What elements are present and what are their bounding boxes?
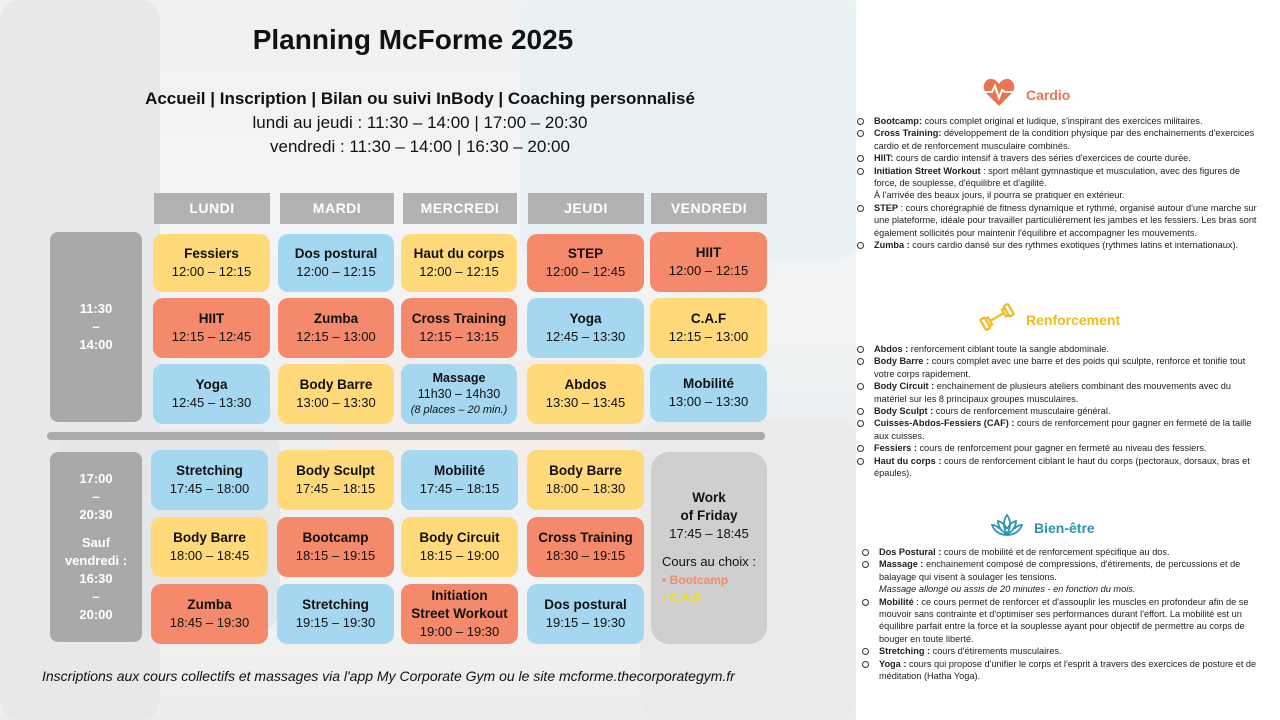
class-card-mercredi-cross-training[interactable]	[401, 298, 517, 358]
class-card-mercredi-mobilite[interactable]	[401, 450, 518, 510]
class-name: Cross Training	[538, 530, 633, 545]
class-name: Dos postural	[294, 246, 378, 261]
class-note: (8 places – 20 min.)	[410, 404, 508, 416]
class-name: STEP	[567, 246, 604, 261]
class-name: Abdos	[564, 377, 607, 392]
class-name: Stretching	[302, 597, 369, 612]
definition: À l'arrivée des beaux jours, il pourra se pratiquer en extérieur.	[874, 190, 1125, 201]
term: Haut du corps :	[874, 455, 942, 466]
slot-midday	[50, 232, 142, 422]
term: Bootcamp:	[874, 116, 922, 126]
class-card-lundi-body-barre[interactable]	[151, 517, 268, 577]
list-item	[856, 455, 1260, 480]
definition: développement de la condition physique par des enchainements d'exercices cardio et de renforcement musculaire combinés.	[874, 128, 1255, 151]
class-card-mardi-body-barre[interactable]	[278, 364, 394, 424]
class-time: 12:00 – 12:15	[419, 264, 499, 279]
day-header-mercredi: MERCREDI	[403, 193, 517, 224]
term: Body Barre :	[874, 356, 930, 367]
list-item	[856, 202, 1260, 239]
definition: renforcement ciblant toute la sangle abdominale.	[908, 344, 1109, 354]
term: Fessiers :	[874, 443, 917, 454]
class-name: Haut du corps	[413, 246, 505, 261]
definition: : ce cours permet de renforcer et d'assouplir les muscles en profondeur afin de se mouvoir sans contrainte et d'optimiser ses performances durant l'effort. La mobilité est un équilibre parfait entre la force et la souplesse ayant pour objectif de permettre au corps de bouger en toute liberté.	[879, 596, 1249, 644]
class-time: 12:00 – 12:45	[545, 264, 626, 279]
slot-dash: –	[92, 589, 100, 604]
class-time: 12:15 – 13:15	[419, 329, 499, 344]
class-card-mardi-body-sculpt[interactable]	[277, 450, 394, 510]
list-item	[856, 417, 1260, 442]
class-name: Initiation	[431, 588, 488, 603]
bien-etre-list	[861, 546, 1260, 682]
definition: enchainement de plusieurs ateliers combinant des mouvements avec du matériel sur les 8 principaux groupes musculaires.	[874, 381, 1231, 404]
class-name: Body Circuit	[419, 530, 500, 545]
section-title-cardio: Cardio	[1026, 86, 1071, 103]
class-card-lundi-hiit[interactable]	[153, 298, 270, 358]
class-time: 17:45 – 18:45	[669, 526, 749, 541]
choice-block	[662, 553, 756, 607]
class-name: Mobilité	[683, 376, 734, 391]
definition: cours de cardio intensif à travers des séries d'exercices de courte durée.	[893, 153, 1191, 164]
section-header-cardio	[982, 76, 1070, 113]
list-item	[861, 558, 1260, 595]
section-title-bien-etre: Bien-être	[1034, 519, 1095, 536]
class-name: Street Workout	[411, 606, 508, 621]
definition: cours de mobilité et de renforcement spécifique au dos.	[941, 547, 1170, 557]
class-card-mardi-bootcamp[interactable]	[277, 517, 394, 577]
class-time: 19:15 – 19:30	[295, 615, 376, 630]
class-name: Body Sculpt	[296, 463, 375, 478]
term: Massage :	[879, 559, 924, 570]
hours-friday: vendredi : 11:30 – 14:00 | 16:30 – 20:00	[270, 137, 570, 156]
list-item	[861, 645, 1260, 657]
services-subtitle: Accueil | Inscription | Bilan ou suivi InBody | Coaching personnalisé	[145, 89, 695, 108]
slot-time: 20:00	[79, 607, 113, 622]
class-card-jeudi-body-barre[interactable]	[527, 450, 644, 510]
class-time: 17:45 – 18:00	[169, 481, 250, 496]
class-card-vendredi-work-of-friday[interactable]	[651, 452, 767, 644]
class-time: 12:00 – 12:15	[171, 264, 252, 279]
list-item	[856, 442, 1260, 454]
class-time: 17:45 – 18:15	[419, 481, 500, 496]
definition: cours d'étirements musculaires.	[930, 646, 1062, 657]
slot-time: 11:30	[79, 301, 113, 316]
class-time: 18:00 – 18:30	[545, 481, 626, 496]
slot-dash: –	[92, 489, 100, 504]
class-time: 18:15 – 19:00	[419, 548, 500, 563]
day-header-vendredi: VENDREDI	[651, 193, 767, 224]
class-name: Yoga	[195, 377, 228, 392]
class-card-mardi-zumba[interactable]	[278, 298, 394, 358]
class-time: 12:15 – 13:00	[296, 329, 376, 344]
dumbbell-icon	[978, 302, 1016, 337]
class-name: Massage	[432, 371, 486, 385]
class-time: 19:00 – 19:30	[419, 624, 500, 639]
class-card-jeudi-dos-postural[interactable]	[527, 584, 644, 644]
section-header-renforcement	[978, 302, 1120, 337]
term: Body Sculpt :	[874, 406, 934, 417]
term: Zumba :	[874, 240, 910, 251]
definition: cours de renforcement pour gagner en fermeté au niveau des fessiers.	[916, 443, 1207, 454]
class-time: 17:45 – 18:15	[295, 481, 376, 496]
slot-time: 17:00	[79, 471, 113, 486]
class-card-mercredi-body-circuit[interactable]	[401, 517, 518, 577]
definition: enchainement composé de compressions, d'étirements, de percussions et de balayage qui visent à soulager les tensions.	[879, 559, 1241, 582]
day-header-lundi: LUNDI	[154, 193, 270, 224]
class-card-mardi-stretching[interactable]	[277, 584, 394, 644]
slot-note: Sauf	[81, 535, 111, 550]
list-item	[856, 343, 1260, 355]
term: STEP	[874, 202, 898, 213]
section-header-bien-etre	[990, 512, 1095, 543]
list-item	[856, 239, 1260, 251]
term: Dos Postural :	[879, 547, 942, 557]
definition: cours de renforcement musculaire général.	[933, 406, 1111, 417]
class-name: Body Barre	[173, 530, 246, 545]
class-card-vendredi-caf[interactable]	[650, 298, 767, 358]
definition: cours complet avec une barre et des poids qui sculpte, renforce et tonifie tout votre corps rapidement.	[874, 356, 1246, 379]
class-time: 11h30 – 14h30	[417, 387, 501, 401]
choice-caf: • C.A.F	[662, 591, 701, 605]
class-time: 12:45 – 13:30	[171, 395, 252, 410]
renforcement-list	[856, 343, 1260, 479]
class-card-vendredi-hiit[interactable]	[650, 232, 767, 292]
class-card-mercredi-street-workout[interactable]	[401, 584, 518, 644]
list-item	[856, 115, 1260, 127]
class-name: Body Barre	[299, 377, 373, 392]
class-card-jeudi-step[interactable]	[527, 234, 644, 292]
term: Stretching :	[879, 646, 931, 657]
list-item	[856, 165, 1260, 190]
class-time: 19:15 – 19:30	[545, 615, 626, 630]
class-time: 12:00 – 12:15	[668, 263, 749, 278]
term: Cross Training:	[874, 128, 942, 139]
class-time: 18:45 – 19:30	[169, 615, 250, 630]
class-card-lundi-stretching[interactable]	[151, 450, 268, 510]
footer-note: Inscriptions aux cours collectifs et massages via l'app My Corporate Gym ou le site mcforme.thecorporategym.fr	[42, 668, 735, 684]
definition: cours qui propose d'unifier le corps et l'esprit à travers des exercices de posture et de méditation (Hatha Yoga).	[879, 658, 1257, 682]
heart-pulse-icon	[982, 76, 1016, 113]
slot-time: 20:30	[79, 507, 113, 522]
list-item	[856, 127, 1260, 152]
class-name: Fessiers	[184, 246, 239, 261]
class-name: Zumba	[187, 597, 232, 612]
class-time: 13:00 – 13:30	[296, 395, 376, 410]
class-name: Work	[692, 490, 726, 505]
class-time: 12:45 – 13:30	[545, 329, 626, 344]
hours-weekdays: lundi au jeudi : 11:30 – 14:00 | 17:00 – 20:30	[252, 113, 588, 132]
term: Abdos :	[874, 344, 909, 354]
class-card-lundi-zumba[interactable]	[151, 584, 268, 644]
list-item	[861, 546, 1260, 558]
class-card-mardi-dos-postural[interactable]	[278, 234, 394, 292]
choice-label: Cours au choix :	[662, 554, 756, 569]
class-card-lundi-yoga[interactable]	[153, 364, 270, 424]
slot-evening	[50, 452, 142, 642]
class-name: Zumba	[313, 311, 359, 326]
class-time: 18:00 – 18:45	[169, 548, 250, 563]
class-card-lundi-fessiers[interactable]	[153, 234, 270, 292]
class-name: Yoga	[569, 311, 602, 326]
slot-time: 16:30	[79, 571, 113, 586]
term: Initiation Street Workout	[874, 165, 981, 176]
class-name: Body Barre	[549, 463, 622, 478]
cardio-list	[856, 115, 1260, 251]
slot-time: 14:00	[79, 337, 113, 352]
class-card-mercredi-massage[interactable]	[401, 364, 517, 424]
class-time: 18:15 – 19:15	[295, 548, 376, 563]
class-card-jeudi-cross-training[interactable]	[527, 517, 644, 577]
section-title-renforcement: Renforcement	[1026, 311, 1121, 328]
class-name: HIIT	[198, 311, 225, 326]
list-item	[861, 596, 1260, 646]
class-name: of Friday	[680, 508, 738, 523]
slot-note: vendredi :	[64, 553, 128, 568]
definition: cours de renforcement pour gagner en fermeté de la taille aux cuisses.	[874, 418, 1252, 441]
day-header-jeudi: JEUDI	[528, 193, 644, 224]
class-name: Mobilité	[434, 463, 485, 478]
choice-bootcamp: • Bootcamp	[662, 573, 729, 587]
list-item	[856, 152, 1260, 164]
page-title: Planning McForme 2025	[252, 24, 574, 55]
list-item-continuation	[856, 189, 1260, 201]
class-time: 12:15 – 13:00	[668, 329, 749, 344]
definition: : cours chorégraphié de fitness dynamique et rythmé, organisé autour d'une marche sur une plateforme, idéale pour travailler particulièrement les jambes et les fessiers. Les bras sont également sollicités pour maintenir l'équilibre et accompagner les mouvements.	[874, 202, 1257, 238]
definition: cours complet original et ludique, s'inspirant des exercices militaires.	[921, 116, 1203, 126]
term: Yoga :	[879, 658, 907, 669]
slot-dash: –	[92, 319, 100, 334]
list-item	[856, 405, 1260, 417]
class-name: Cross Training	[411, 311, 507, 326]
definition: cours de renforcement ciblant le haut du corps (pectoraux, dorsaux, bras et épaules).	[874, 455, 1250, 479]
list-item	[856, 355, 1260, 380]
class-time: 12:00 – 12:15	[296, 264, 376, 279]
class-name: C.A.F	[690, 311, 727, 326]
lotus-icon	[990, 512, 1024, 543]
term: Body Circuit :	[874, 381, 935, 392]
term: Cuisses-Abdos-Fessiers (CAF) :	[874, 418, 1015, 429]
list-item	[856, 380, 1260, 405]
class-card-mercredi-haut-du-corps[interactable]	[401, 234, 517, 292]
class-name: Stretching	[176, 463, 243, 478]
class-name: Dos postural	[544, 597, 627, 612]
term: HIIT:	[874, 153, 894, 164]
class-time: 13:30 – 13:45	[545, 395, 626, 410]
class-time: 18:30 – 19:15	[545, 548, 626, 563]
class-name: Bootcamp	[302, 530, 369, 545]
term: Mobilité	[879, 596, 914, 607]
definition-note: Massage allongé ou assis de 20 minutes - en fonction du mois.	[879, 584, 1136, 595]
class-name: HIIT	[695, 245, 722, 260]
slot-separator	[47, 432, 765, 440]
class-card-jeudi-yoga[interactable]	[527, 298, 644, 358]
day-header-mardi: MARDI	[280, 193, 394, 224]
choice-bootcamp-label: Bootcamp	[669, 573, 729, 587]
class-time: 13:00 – 13:30	[668, 394, 749, 409]
class-card-vendredi-mobilite[interactable]	[650, 364, 767, 422]
list-item	[861, 658, 1260, 683]
class-card-jeudi-abdos[interactable]	[527, 364, 644, 424]
choice-caf-label: C.A.F	[669, 591, 701, 605]
definition: cours cardio dansé sur des rythmes exotiques (rythmes latins et internationaux).	[909, 240, 1239, 251]
definition: : sport mêlant gymnastique et musculation, avec des figures de force, de souplesse, d'équilibre et d'agilité.	[874, 165, 1240, 189]
class-time: 12:15 – 12:45	[171, 329, 252, 344]
